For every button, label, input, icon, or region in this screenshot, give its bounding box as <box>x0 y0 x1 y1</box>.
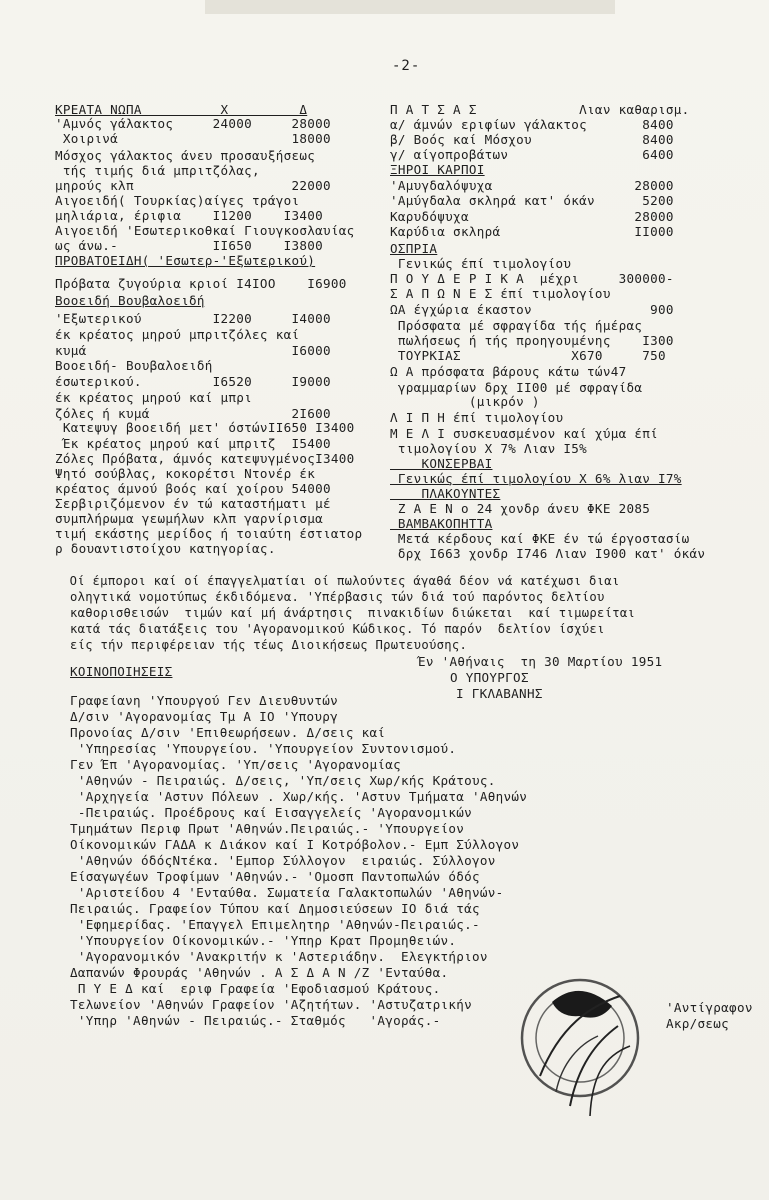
left-line: Κατεψυγ βοοειδή μετ' όστώνΙΙ650 Ι3400 <box>55 420 355 435</box>
right-line: ΚΟΝΣΕΡΒΑΙ <box>390 456 493 471</box>
left-line: Χοιρινά 18000 <box>55 131 331 146</box>
distribution-line: Τμημάτων Περιφ Πρωτ 'Αθηνών.Πειραιώς.- 'Υπουργείον <box>70 821 465 836</box>
right-line: ΟΣΠΡΙΑ <box>390 241 438 256</box>
left-line: έκ κρέατος μηρού μπριτζόλες καί <box>55 327 300 342</box>
right-line: ΩΑ έγχώρια έκαστον 900 <box>390 302 674 317</box>
right-line: Γενικώς έπί τιμολογίου Χ 6% λιαν Ι7% <box>390 471 682 486</box>
signature-date: Έν 'Αθήναις τη 30 Μαρτίου 1951 <box>418 654 663 669</box>
distribution-line: 'Υπηρεσίας 'Υπουργείου. 'Υπουργείον Συντονισμού. <box>70 741 457 756</box>
right-line: Σ Α Π Ω Ν Ε Σ έπί τιμολογίου <box>390 286 611 301</box>
right-line: γραμμαρίων δρχ ΙΙ00 μέ σφραγίδα <box>390 380 643 395</box>
right-line: α/ άμνών εριφίων γάλακτος 8400 <box>390 117 674 132</box>
left-line: ρ δουαντιστοίχου κατηγορίας. <box>55 541 276 556</box>
right-line: 'Αμύγδαλα σκληρά κατ' όκάν 5200 <box>390 193 674 208</box>
distribution-line: 'Εφημερίδας. 'Επαγγελ Επιμελητηρ 'Αθηνών-Πειραιώς.- <box>70 917 480 932</box>
right-line: Π Ο Υ Δ Ε Ρ Ι Κ Α μέχρι 300000- <box>390 271 674 286</box>
left-line: Αιγοειδή( Τουρκίας)αίγες τράγοι <box>55 193 300 208</box>
right-line: ΞΗΡΟΙ ΚΑΡΠΟΙ <box>390 162 485 177</box>
left-line: Βοοειδή Βουβαλοειδή <box>55 293 205 308</box>
distribution-line: Γεν Έπ 'Αγορανομίας. 'Υπ/σεις 'Αγορανομίας <box>70 757 402 772</box>
right-line: Ζ Α Ε Ν ο 24 χονδρ άνευ ΦΚΕ 2085 <box>390 501 651 516</box>
left-line: Μόσχος γάλακτος άνευ προσαυξήσεως <box>55 148 316 163</box>
left-line: Αιγοειδή 'Εσωτερικοθκαί Γιουγκοσλαυίας <box>55 223 355 238</box>
left-line: μηλιάρια, έριφια Ι1200 Ι3400 <box>55 208 323 223</box>
distribution-line: Γραφείανη 'Υπουργού Γεν Διευθυντών <box>70 693 338 708</box>
distribution-heading: ΚΟΙΝΟΠΟΙΗΣΕΙΣ <box>70 664 173 679</box>
right-line: 'Αμυγδαλόψυχα 28000 <box>390 178 674 193</box>
distribution-line: -Πειραιώς. Προέδρους καί Εισαγγελείς 'Αγορανομικών <box>70 805 472 820</box>
tape-strip <box>205 0 615 14</box>
left-line: 'Εξωτερικού Ι2200 Ι4000 <box>55 311 331 326</box>
right-line: β/ Βοός καί Μόσχου 8400 <box>390 132 674 147</box>
distribution-line: Δαπανών Φρουράς 'Αθηνών . Α Σ Δ Α Ν /Ζ 'Ενταύθα. <box>70 965 449 980</box>
distribution-line: Π Υ Ε Δ καί εριφ Γραφεία 'Εφοδιασμού Κράτους. <box>70 981 441 996</box>
right-line: ΤΟΥΡΚΙΑΣ Χ670 750 <box>390 348 666 363</box>
left-line: κρέατος άμνού βοός καί χοίρου 54000 <box>55 481 331 496</box>
official-seal <box>500 966 660 1121</box>
left-line: Πρόβατα ζυγούρια κριοί Ι4ΙΟΟ Ι6900 <box>55 276 347 291</box>
left-line: Σερβιριζόμενον έν τώ καταστήματι μέ <box>55 496 331 511</box>
distribution-line: Δ/σιν 'Αγορανομίας Τμ Α ΙΟ 'Υπουργ <box>70 709 338 724</box>
left-line: μηρούς κλπ 22000 <box>55 178 331 193</box>
notice-line: οληγτικά νομοτύπως έκδιδόμενα. 'Υπέρβασις τών διά τού παρόντος δελτίου <box>70 590 605 604</box>
left-line: έκ κρέατος μηρού καί μπρι <box>55 390 253 405</box>
right-line: πωλήσεως ή τής προηγουμένης Ι300 <box>390 333 674 348</box>
left-line: Έκ κρέατος μηρού καί μπριτζ Ι5400 <box>55 436 331 451</box>
right-line: Λ Ι Π Η έπί τιμολογίου <box>390 410 564 425</box>
page-number: -2- <box>392 58 421 74</box>
right-line: τιμολογίου Χ 7% Λιαν Ι5% <box>390 441 588 456</box>
notice-line: είς τήν περιφέρειαν τής τέως Διοικήσεως Πρωτευούσης. <box>70 638 468 652</box>
distribution-line: 'Αρχηγεία 'Αστυν Πόλεων . Χωρ/κής. 'Αστυν Τμήματα 'Αθηνών <box>70 789 528 804</box>
right-line: γ/ αίγοπροβάτων 6400 <box>390 147 674 162</box>
left-line: ως άνω.- ΙΙ650 Ι3800 <box>55 238 323 253</box>
signature-title: Ο ΥΠΟΥΡΓΟΣ <box>450 670 529 685</box>
left-line: συμπλήρωμα γεωμήλων κλπ γαρνίρισμα <box>55 511 323 526</box>
distribution-line: 'Υπουργείον Οίκονομικών.- 'Υπηρ Κρατ Προμηθειών. <box>70 933 457 948</box>
distribution-line: Οίκονομικών ΓΑΔΑ κ Διάκον καί Ι Κοτρόβολον.- Εμπ Σύλλογον <box>70 837 520 852</box>
right-line: Γενικώς έπί τιμολογίου <box>390 256 572 271</box>
distribution-line: 'Αριστείδου 4 'Ενταύθα. Σωματεία Γαλακτοπωλών 'Αθηνών- <box>70 885 504 900</box>
distribution-line: Είσαγωγέων Τροφίμων 'Αθηνών.- 'Ομοσπ Παντοπωλών όδός <box>70 869 480 884</box>
notice-line: Οί έμποροι καί οί έπαγγελματίαι οί πωλούντες άγαθά δέον νά κατέχωσι διαι <box>62 574 620 588</box>
left-line: ΚΡΕΑΤΑ ΝΩΠΑ Χ Δ <box>55 102 308 117</box>
right-line: δρχ Ι663 χονδρ Ι746 Λιαν Ι900 κατ' όκάν <box>390 546 706 561</box>
seal-graphic <box>500 966 660 1121</box>
left-line: ζόλες ή κυμά 2Ι600 <box>55 406 331 421</box>
left-line: τιμή εκάστης μερίδος ή τοιαύτη έστιατορ <box>55 526 363 541</box>
right-line: Πρόσφατα μέ σφραγίδα τής ήμέρας <box>390 318 643 333</box>
right-line: Μετά κέρδους καί ΦΚΕ έν τώ έργοστασίω <box>390 531 690 546</box>
signature-name: Ι ΓΚΛΑΒΑΝΗΣ <box>456 686 543 701</box>
notice-line: κατά τάς διατάξεις του 'Αγορανομικού Κώδικος. Τό παρόν δελτίον ίσχύει <box>70 622 605 636</box>
left-line: έσωτερικού. Ι6520 Ι9000 <box>55 374 331 389</box>
distribution-line: Πειραιώς. Γραφείον Τύπου καί Δημοσιεύσεων ΙΟ διά τάς <box>70 901 480 916</box>
right-line: ΒΑΜΒΑΚΟΠΗΤΤΑ <box>390 516 493 531</box>
left-line: κυμά Ι6000 <box>55 343 331 358</box>
distribution-line: 'Αθηνών όδόςΝτέκα. 'Εμπορ Σύλλογον ειραιώς. Σύλλογον <box>70 853 496 868</box>
copy-note-2: Ακρ/σεως <box>666 1016 730 1031</box>
distribution-line: 'Αθηνών - Πειραιώς. Δ/σεις, 'Υπ/σεις Χωρ/κής Κράτους. <box>70 773 496 788</box>
left-line: ΠΡΟΒΑΤΟΕΙΔΗ( 'Εσωτερ-'Εξωτερικού) <box>55 253 316 268</box>
right-line: Μ Ε Λ Ι συσκευασμένον καί χύμα έπί <box>390 426 658 441</box>
left-line: Βοοειδή- Βουβαλοειδή <box>55 358 213 373</box>
left-line: Ψητό σούβλας, κοκορέτσι Ντονέρ έκ <box>55 466 316 481</box>
distribution-line: 'Υπηρ 'Αθηνών - Πειραιώς.- Σταθμός 'Αγοράς.- <box>70 1013 441 1028</box>
notice-line: καθορισθεισών τιμών καί μή άνάρτησις πινακιδίων διώκεται καί τιμωρείται <box>70 606 636 620</box>
right-line: ΠΛΑΚΟΥΝΤΕΣ <box>390 486 501 501</box>
right-line: (μικρόν ) <box>390 394 540 409</box>
copy-note: 'Αντίγραφον <box>666 1000 753 1015</box>
right-line: Καρυδόψυχα 28000 <box>390 209 674 224</box>
right-line: Ω Α πρόσφατα βάρους κάτω τών47 <box>390 364 627 379</box>
left-line: 'Αμνός γάλακτος 24000 28000 <box>55 116 331 131</box>
right-line: Καρύδια σκληρά ΙΙ000 <box>390 224 674 239</box>
distribution-line: Προνοίας Δ/σιν 'Επιθεωρήσεων. Δ/σεις καί <box>70 725 386 740</box>
right-line: Π Α Τ Σ Α Σ Λιαν καθαρισμ. <box>390 102 690 117</box>
left-line: τής τιμής διά μπριτζόλας, <box>55 163 260 178</box>
left-line: Ζόλες Πρόβατα, άμνός κατεψυγμένοςΙ3400 <box>55 451 355 466</box>
distribution-line: 'Αγορανομικόν 'Ανακριτήν κ 'Αστεριάδην. Ελεγκτήριον <box>70 949 488 964</box>
distribution-line: Τελωνείον 'Αθηνών Γραφείον 'Αζητήτων. 'Αστυζατρικήν <box>70 997 472 1012</box>
